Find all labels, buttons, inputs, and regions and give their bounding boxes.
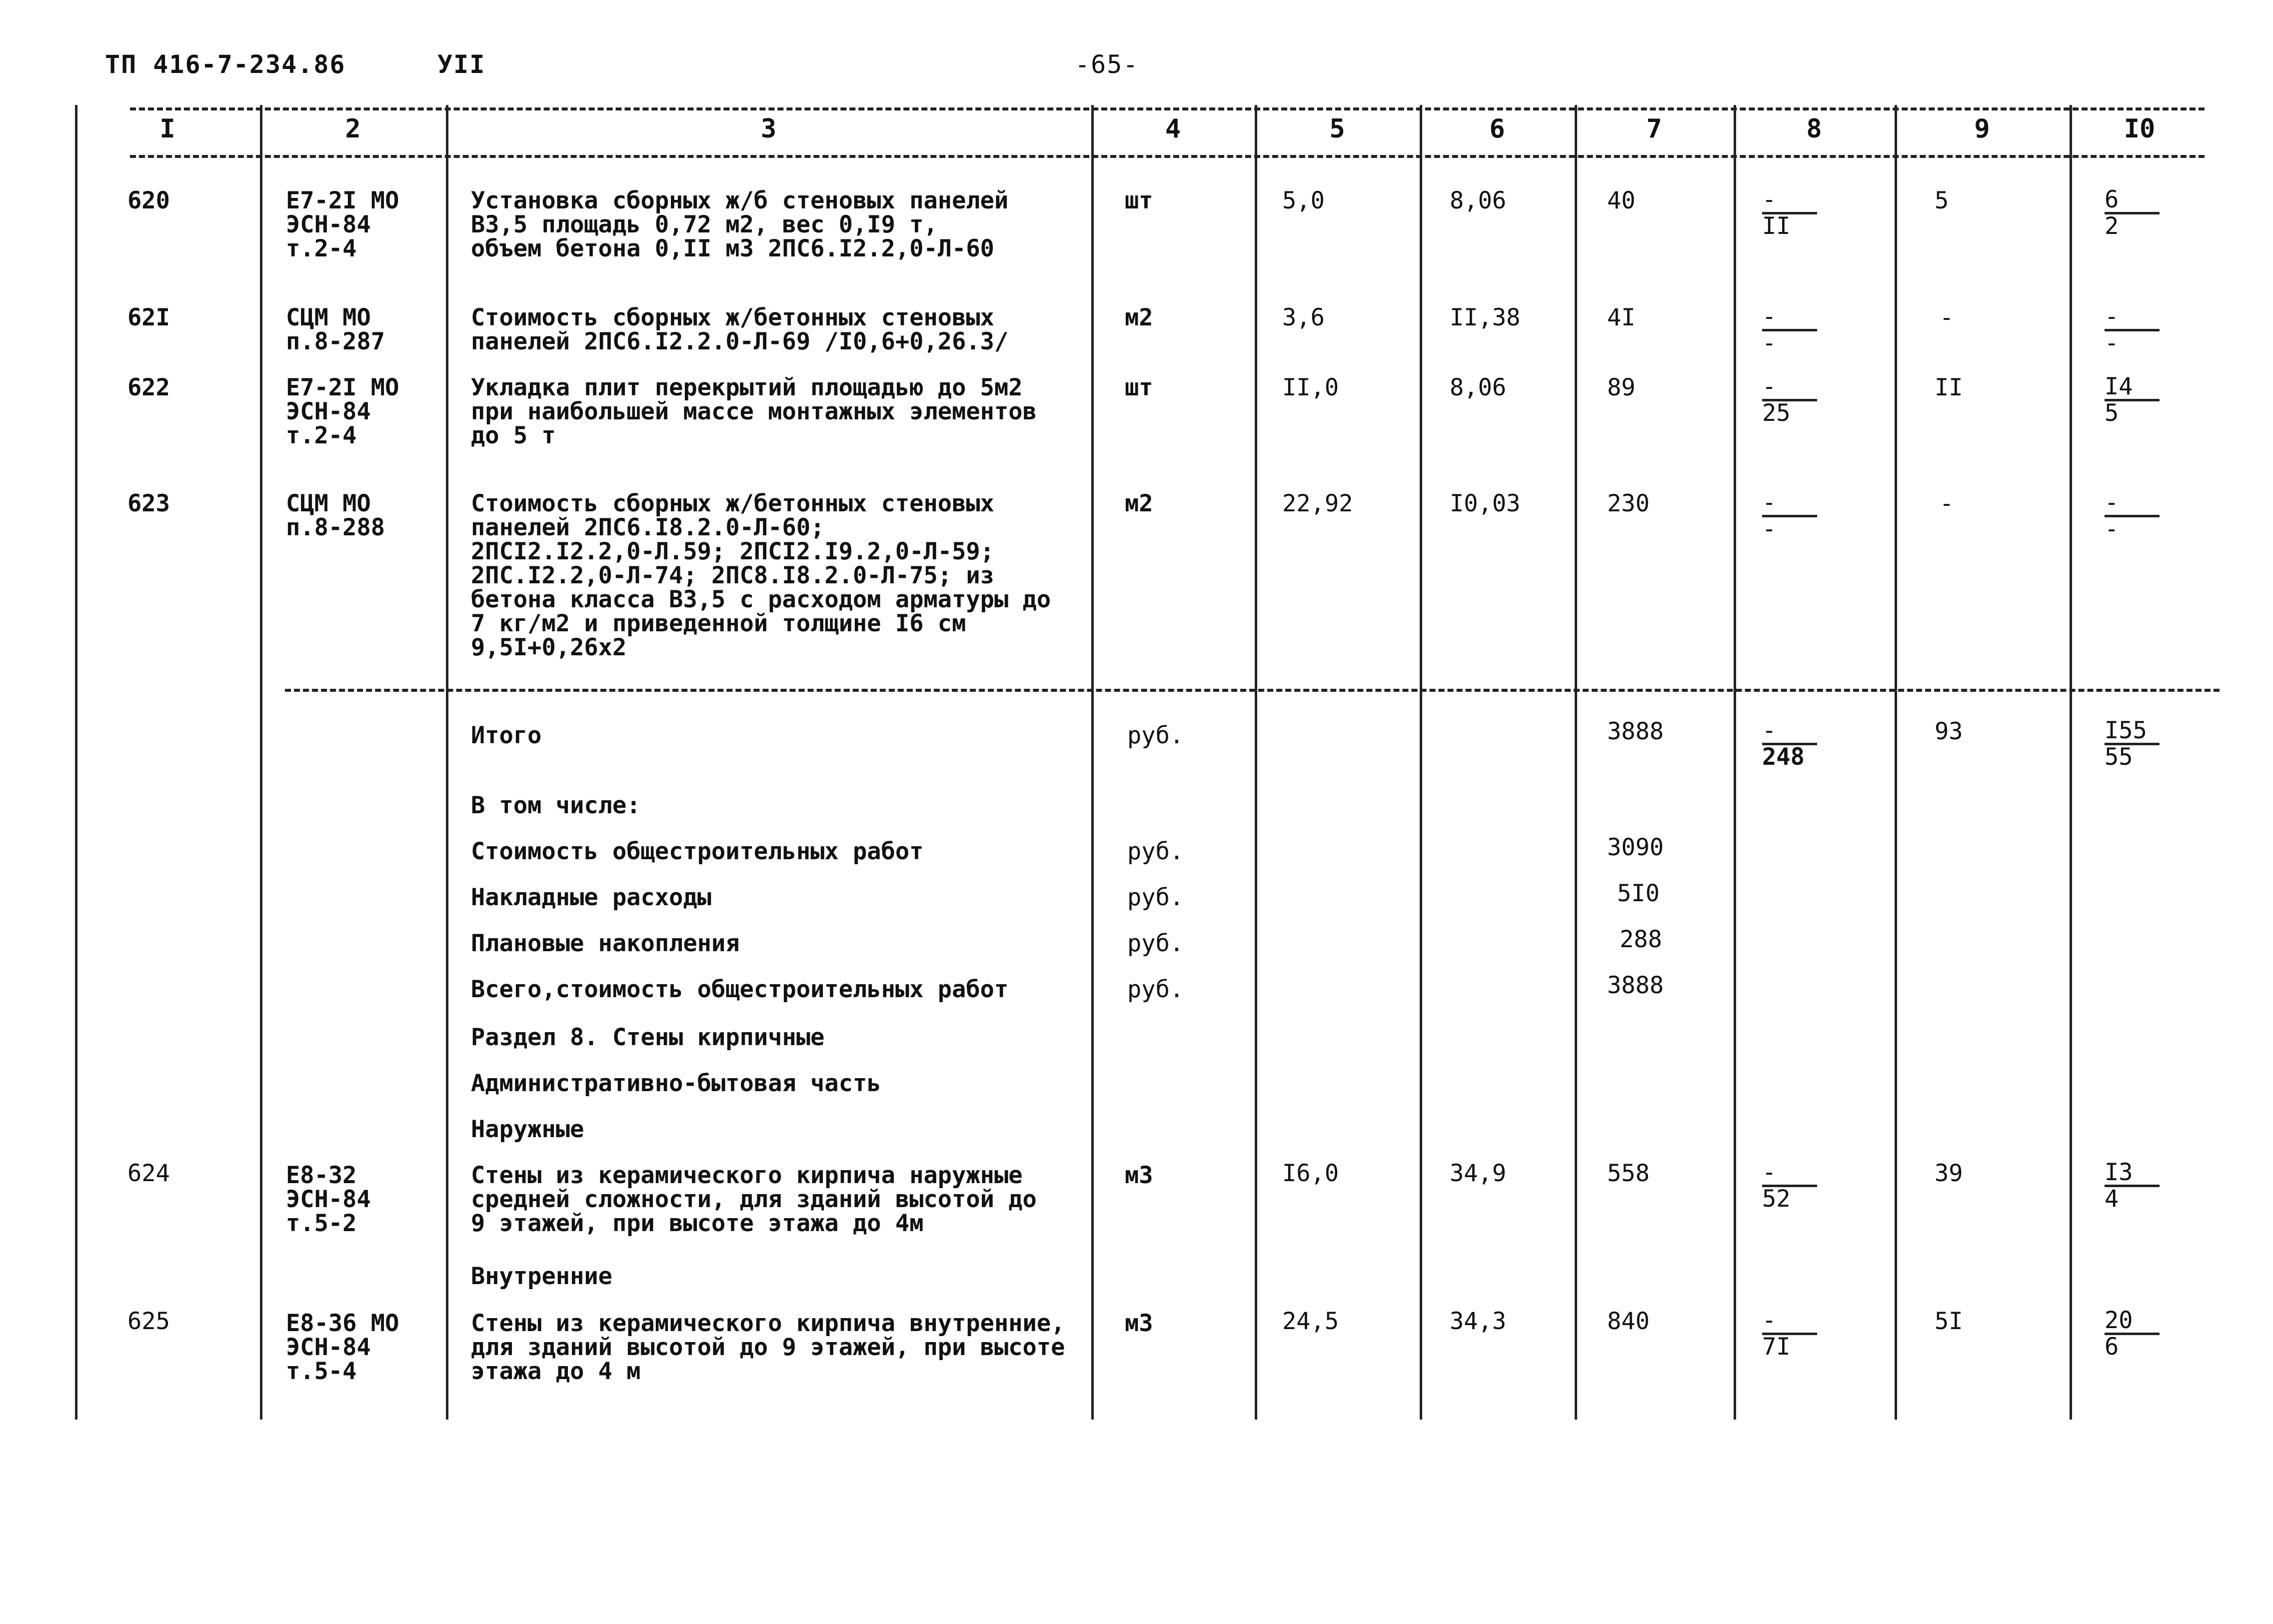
unit-price: 34,3 <box>1450 1308 1507 1335</box>
unit-price: 34,9 <box>1450 1160 1507 1187</box>
col8-fraction: - 25 <box>1762 376 1817 424</box>
total-cost: 4I <box>1607 304 1636 331</box>
column-line <box>1895 105 1897 1420</box>
norm-code: Е8-32 ЭСН-84 т.5-2 <box>286 1162 371 1237</box>
column-line <box>1734 105 1736 1420</box>
subtotal-label: Итого <box>471 722 542 749</box>
column-header: 8 <box>1806 114 1822 144</box>
col10-fraction: 20 6 <box>2105 1310 2160 1358</box>
subtotal-unit: руб. <box>1127 722 1184 749</box>
subtotal-col8: - 248 <box>1762 720 1817 768</box>
column-header: I0 <box>2124 114 2156 144</box>
breakdown-line-total: 5I0 <box>1617 880 1660 907</box>
page-number: -65- <box>1075 50 1139 79</box>
row-number: 62I <box>127 304 170 331</box>
quantity: II,0 <box>1282 374 1339 401</box>
col9-value: 5I <box>1935 1308 1963 1335</box>
row-number: 623 <box>127 490 170 517</box>
breakdown-line-total: 3888 <box>1607 972 1664 999</box>
subsection-title: Административно-бытовая часть <box>471 1070 881 1097</box>
column-header: 9 <box>1974 114 1990 144</box>
column-line <box>446 105 448 1420</box>
norm-code: Е7-2I МО ЭСН-84 т.2-4 <box>286 187 399 262</box>
column-line <box>1091 105 1094 1420</box>
row-number: 622 <box>127 374 170 401</box>
col8-fraction: - 7I <box>1762 1310 1817 1358</box>
column-header: 3 <box>760 114 777 144</box>
breakdown-line-label: Стоимость общестроительных работ <box>471 838 924 865</box>
column-line <box>75 105 77 1420</box>
unit: шт <box>1125 374 1153 401</box>
breakdown-line-unit: руб. <box>1127 838 1184 865</box>
quantity: 5,0 <box>1282 187 1325 214</box>
breakdown-line-total: 288 <box>1620 926 1662 953</box>
col9-value: II <box>1935 374 1963 401</box>
section-title: Раздел 8. Стены кирпичные <box>471 1024 825 1051</box>
work-description: Стоимость сборных ж/бетонных стеновых панелей 2ПС6.I2.2.0-Л-69 /I0,6+0,26.3/ <box>471 304 1009 355</box>
breakdown-line-unit: руб. <box>1127 976 1184 1003</box>
col9-value: - <box>1940 490 1954 517</box>
unit-price: 8,06 <box>1450 374 1507 401</box>
column-header: 5 <box>1329 114 1345 144</box>
breakdown-line-label: Накладные расходы <box>471 884 712 911</box>
doc-code: ТП 416-7-234.86 <box>105 50 346 79</box>
quantity: 24,5 <box>1282 1308 1339 1335</box>
unit-price: I0,03 <box>1450 490 1521 517</box>
col10-fraction: - - <box>2105 492 2160 540</box>
subtotal-rule <box>285 689 2220 692</box>
column-header: 2 <box>345 114 361 144</box>
breakdown-label: В том числе: <box>471 792 641 819</box>
breakdown-line-unit: руб. <box>1127 884 1184 911</box>
unit-price: 8,06 <box>1450 187 1507 214</box>
column-header: I <box>159 114 175 144</box>
work-description: Стены из керамического кирпича наружные средней сложности, для зданий высотой до 9 этажей, при высоте этажа до 4м <box>471 1162 1037 1237</box>
col10-fraction: I4 5 <box>2105 376 2160 424</box>
norm-code: СЦМ МО п.8-288 <box>286 490 385 541</box>
outer-walls-heading: Наружные <box>471 1116 584 1143</box>
unit: м2 <box>1125 304 1153 331</box>
quantity: I6,0 <box>1282 1160 1339 1187</box>
unit: м2 <box>1125 490 1153 517</box>
table-top-rule <box>130 107 2205 110</box>
work-description: Стоимость сборных ж/бетонных стеновых панелей 2ПС6.I8.2.0-Л-60; 2ПСI2.I2.2,0-Л.59; 2ПСI2.I9.2,0-Л-59; 2ПС.I2.2,0-Л-74; 2ПС8.I8.2.0-Л-75; из бетона класса В3,5 с расходом арматуры до 7 кг/м2 и приведенной толщине I6 см 9,5I+0,26х2 <box>471 490 1051 661</box>
breakdown-line-total: 3090 <box>1607 834 1664 861</box>
total-cost: 840 <box>1607 1308 1650 1335</box>
col10-fraction: - - <box>2105 306 2160 354</box>
subtotal-total: 3888 <box>1607 718 1664 745</box>
unit-price: II,38 <box>1450 304 1521 331</box>
column-line <box>1575 105 1577 1420</box>
norm-code: Е8-36 МО ЭСН-84 т.5-4 <box>286 1310 399 1385</box>
column-line <box>1255 105 1257 1420</box>
column-header: 6 <box>1489 114 1505 144</box>
inner-walls-heading: Внутренние <box>471 1263 612 1290</box>
column-header: 7 <box>1646 114 1662 144</box>
column-line <box>2070 105 2072 1420</box>
norm-code: СЦМ МО п.8-287 <box>286 304 385 355</box>
work-description: Установка сборных ж/б стеновых панелей В3,5 площадь 0,72 м2, вес 0,I9 т, объем бетона 0,II м3 2ПС6.I2.2,0-Л-60 <box>471 187 1009 262</box>
total-cost: 89 <box>1607 374 1636 401</box>
unit: м3 <box>1125 1162 1153 1189</box>
header-bottom-rule <box>130 155 2205 158</box>
breakdown-line-label: Всего,стоимость общестроительных работ <box>471 976 1009 1003</box>
breakdown-line-label: Плановые накопления <box>471 930 740 957</box>
subtotal-col9: 93 <box>1935 718 1963 745</box>
col8-fraction: - - <box>1762 306 1817 354</box>
total-cost: 40 <box>1607 187 1636 214</box>
col8-fraction: - 52 <box>1762 1162 1817 1210</box>
col8-fraction: - - <box>1762 492 1817 540</box>
subtotal-col10: I55 55 <box>2105 720 2160 768</box>
col10-fraction: 6 2 <box>2105 189 2160 237</box>
column-line <box>260 105 262 1420</box>
quantity: 22,92 <box>1282 490 1353 517</box>
work-description: Укладка плит перекрытий площадью до 5м2 при наибольшей массе монтажных элементов до 5 т <box>471 374 1037 449</box>
row-number: 620 <box>127 187 170 214</box>
row-number: 625 <box>127 1308 170 1335</box>
unit: м3 <box>1125 1310 1153 1337</box>
column-header: 4 <box>1165 114 1181 144</box>
col9-value: 39 <box>1935 1160 1963 1187</box>
column-line <box>1420 105 1422 1420</box>
col9-value: - <box>1940 304 1954 331</box>
breakdown-line-unit: руб. <box>1127 930 1184 957</box>
quantity: 3,6 <box>1282 304 1325 331</box>
col10-fraction: I3 4 <box>2105 1162 2160 1210</box>
total-cost: 558 <box>1607 1160 1650 1187</box>
album-number: УII <box>437 50 486 79</box>
work-description: Стены из керамического кирпича внутренние, для зданий высотой до 9 этажей, при высоте этажа до 4 м <box>471 1310 1065 1385</box>
total-cost: 230 <box>1607 490 1650 517</box>
row-number: 624 <box>127 1160 170 1187</box>
unit: шт <box>1125 187 1153 214</box>
col9-value: 5 <box>1935 187 1949 214</box>
col8-fraction: - II <box>1762 189 1817 237</box>
norm-code: Е7-2I МО ЭСН-84 т.2-4 <box>286 374 399 449</box>
